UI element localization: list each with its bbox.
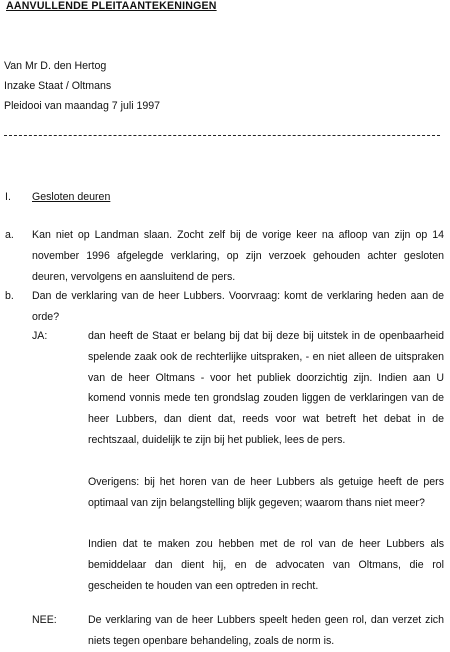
author-line: Van Mr D. den Hertog bbox=[4, 60, 107, 72]
nee-text: De verklaring van de heer Lubbers speelt heden geen rol, dan verzet zich niets tegen openbare behandeling, zoals de norm is. bbox=[88, 614, 444, 647]
ja-label: JA: bbox=[32, 330, 48, 342]
item-b-label: b. bbox=[5, 290, 14, 302]
section-title: Gesloten deuren bbox=[32, 191, 111, 203]
separator-line bbox=[4, 135, 440, 136]
case-line: Inzake Staat / Oltmans bbox=[4, 80, 112, 92]
item-a-text: Kan niet op Landman slaan. Zocht zelf bij de vorige keer na afloop van zijn op 14 november 1996 afgelegde verklaring, op zijn verzoek gehouden achter gesloten deuren, vervolgens en aansluitend de pers. bbox=[32, 229, 444, 283]
nee-label: NEE: bbox=[32, 614, 57, 626]
item-b-text: Dan de verklaring van de heer Lubbers. Voorvraag: komt de verklaring heden aan de orde? bbox=[32, 290, 444, 323]
ja-paragraph-3: Indien dat te maken zou hebben met de rol van de heer Lubbers als bemiddelaar dan dient hij, en de advocaten van Oltmans, die rol gescheiden te houden van een optreden in recht. bbox=[88, 538, 444, 592]
ja-paragraph-2: Overigens: bij het horen van de heer Lubbers als getuige heeft de pers optimaal van zijn belangstelling blijk gegeven; waarom thans niet meer? bbox=[88, 476, 444, 509]
section-number: I. bbox=[5, 191, 11, 203]
ja-paragraph-1: dan heeft de Staat er belang bij dat bij deze bij uitstek in de openbaarheid spelende zaak ook de rechterlijke uitspraken, - en niet alleen de uitspraken van de heer Oltmans - voor het publiek doorzichtig zijn. Indien aan U komend vonnis mede ten grondslag zouden liggen de verklaringen van de heer Lubbers, dan dient dat, reeds voor wat betreft het debat in de rechtszaal, duidelijk te zijn bij het publiek, lees de pers. bbox=[88, 330, 444, 446]
item-a-label: a. bbox=[5, 229, 14, 241]
date-line: Pleidooi van maandag 7 juli 1997 bbox=[4, 100, 161, 112]
document-title: AANVULLENDE PLEITAANTEKENINGEN bbox=[6, 0, 217, 12]
